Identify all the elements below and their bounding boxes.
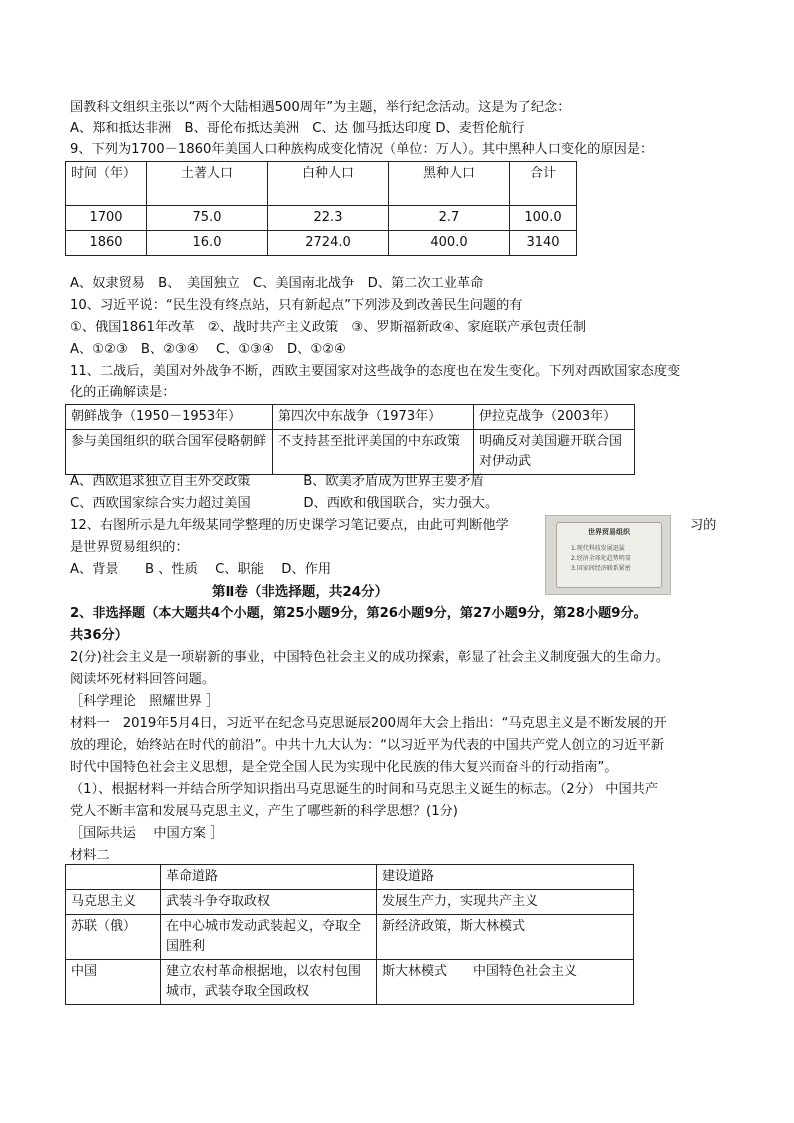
table-header: 时间（年）: [66, 162, 147, 206]
table-cell: 2.7: [389, 206, 510, 231]
table-cell: 不支持甚至批评美国的中东政策: [273, 430, 474, 475]
q11-options-ab: A、西欧追求独立自主外交政策 B、欧美矛盾成为世界主要矛盾: [70, 474, 484, 489]
figure-title: 世界贸易组织: [588, 528, 630, 536]
table-row: [66, 231, 577, 256]
table-cell: 明确反对美国避开联合国对伊动武: [474, 430, 635, 475]
table-cell: 建立农村革命根据地，以农村包围城市，武装夺取全国政权: [161, 960, 377, 1005]
table-row: [66, 206, 577, 231]
table-cell: 16.0: [147, 231, 268, 256]
table-header: 土著人口: [147, 162, 268, 206]
wars-table: [65, 404, 635, 475]
table-header: 朝鲜战争（1950－1953年）: [66, 405, 273, 430]
table-header: 第四次中东战争（1973年）: [273, 405, 474, 430]
wto-notes-image: [545, 515, 671, 595]
q12-options: A、背景 B 、性质 C、职能 D、作用: [70, 562, 332, 577]
table-header: 建设道路: [377, 865, 634, 890]
q11-options-cd: C、西欧国家综合实力超过美国 D、西欧和俄国联合，实力强大。: [70, 496, 499, 511]
table-cell: 中国: [66, 960, 161, 1005]
section-2-instruction: 2、非选择题（本大题共4个小题，第25小题9分，第26小题9分，第27小题9分，第28小题9分。: [70, 606, 647, 621]
scroll-shape: [556, 522, 662, 588]
table-cell: 发展生产力，实现共产主义: [377, 890, 634, 915]
table-header: 伊拉克战争（2003年）: [474, 405, 635, 430]
table-header: 黑种人口: [389, 162, 510, 206]
table-cell: 1860: [66, 231, 147, 256]
table-cell: 新经济政策，斯大林模式: [377, 915, 634, 960]
q12-stem-right: 习的: [690, 518, 717, 533]
q9-options: A、奴隶贸易 B、 美国独立 C、美国南北战争 D、第二次工业革命: [70, 276, 484, 291]
table-cell: 斯大林模式 中国特色社会主义: [377, 960, 634, 1005]
material-2-label: 材料二: [70, 848, 110, 863]
figure-item: 3.国家间经济联系紧密: [571, 565, 631, 572]
table-row: [66, 890, 634, 915]
section-2-instruction-continued: 共36分）: [70, 628, 128, 643]
table-cell: 1700: [66, 206, 147, 231]
q10-items: ①、俄国1861年改革 ②、战时共产主义政策 ③、罗斯福新政④、家庭联产承包责任制: [70, 320, 587, 335]
table-cell: 400.0: [389, 231, 510, 256]
table-cell: 马克思主义: [66, 890, 161, 915]
table-cell: 75.0: [147, 206, 268, 231]
question-1: （1）、根据材料一并结合所学知识指出马克思诞生的时间和马克思主义诞生的标志。（2分） 中国共产: [70, 782, 659, 797]
table-cell: 3140: [510, 231, 577, 256]
table-row: [66, 915, 634, 960]
q8-stem-continued: 国教科文组织主张以“两个大陆相遇500周年”为主题，举行纪念活动。这是为了纪念：: [70, 100, 571, 115]
table-cell: 参与美国组织的联合国军侵略朝鲜: [66, 430, 273, 475]
subheading-1: ［科学理论 照耀世界 ］: [70, 694, 220, 709]
table-cell: 22.3: [268, 206, 389, 231]
table-cell: 武装斗争夺取政权: [161, 890, 377, 915]
section-2-title: 第Ⅱ卷（非选择题，共24分）: [212, 584, 389, 600]
material-1-continued: 放的理论，始终站在时代的前沿”。中共十九大认为：“以习近平为代表的中国共产党人创立的习近平新: [70, 738, 664, 753]
population-table: [65, 161, 577, 256]
table-cell: 100.0: [510, 206, 577, 231]
table-header: [66, 865, 161, 890]
q25-intro-continued: 阅读坏死材料回答问题。: [70, 672, 216, 687]
q11-stem-continued: 化的正确解读是：: [70, 385, 176, 400]
table-row: [66, 960, 634, 1005]
q12-stem: 12、右图所示是九年级某同学整理的历史课学习笔记要点，由此可判断他学: [70, 518, 509, 533]
figure-item: 2.经济全球化趋势明显: [571, 555, 631, 562]
table-header: 白种人口: [268, 162, 389, 206]
subheading-2: ［国际共运 中国方案 ］: [70, 826, 224, 841]
q9-stem: 9、下列为1700－1860年美国人口种族构成变化情况（单位：万人）。其中黑种人口变化的原因是：: [70, 142, 654, 157]
table-header: 革命道路: [161, 865, 377, 890]
q8-options: A、郑和抵达非洲 B、哥伦布抵达美洲 C、达 伽马抵达印度 D、麦哲伦航行: [70, 121, 525, 136]
q12-stem-continued: 是世界贸易组织的：: [70, 540, 189, 555]
q10-options: A、①②③ B、②③④ C、①③④ D、①②④: [70, 342, 346, 357]
table-cell: 2724.0: [268, 231, 389, 256]
table-header: 合计: [510, 162, 577, 206]
q11-stem: 11、二战后，美国对外战争不断，西欧主要国家对这些战争的态度也在发生变化。下列对西欧国家态度变: [70, 364, 681, 379]
table-cell: 苏联（俄）: [66, 915, 161, 960]
roads-table: [65, 864, 634, 1005]
table-cell: 在中心城市发动武装起义，夺取全国胜利: [161, 915, 377, 960]
question-1-continued: 党人不断丰富和发展马克思主义，产生了哪些新的科学思想？(1分): [70, 804, 458, 819]
material-1-continued: 时代中国特色社会主义思想，是全党全国人民为实现中化民族的伟大复兴而奋斗的行动指南”。: [70, 760, 618, 775]
q25-intro: 2(分)社会主义是一项崭新的事业，中国特色社会主义的成功探索，彰显了社会主义制度强大的生命力。: [70, 650, 669, 665]
table-row: [66, 430, 635, 475]
q10-stem: 10、习近平说：“民生没有终点站，只有新起点”下列涉及到改善民生问题的有: [70, 298, 523, 313]
figure-item: 1.现代科技发展迅猛: [571, 545, 625, 552]
material-1: 材料一 2019年5月4日，习近平在纪念马克思诞辰200周年大会上指出：“马克思主义是不断发展的开: [70, 716, 667, 731]
